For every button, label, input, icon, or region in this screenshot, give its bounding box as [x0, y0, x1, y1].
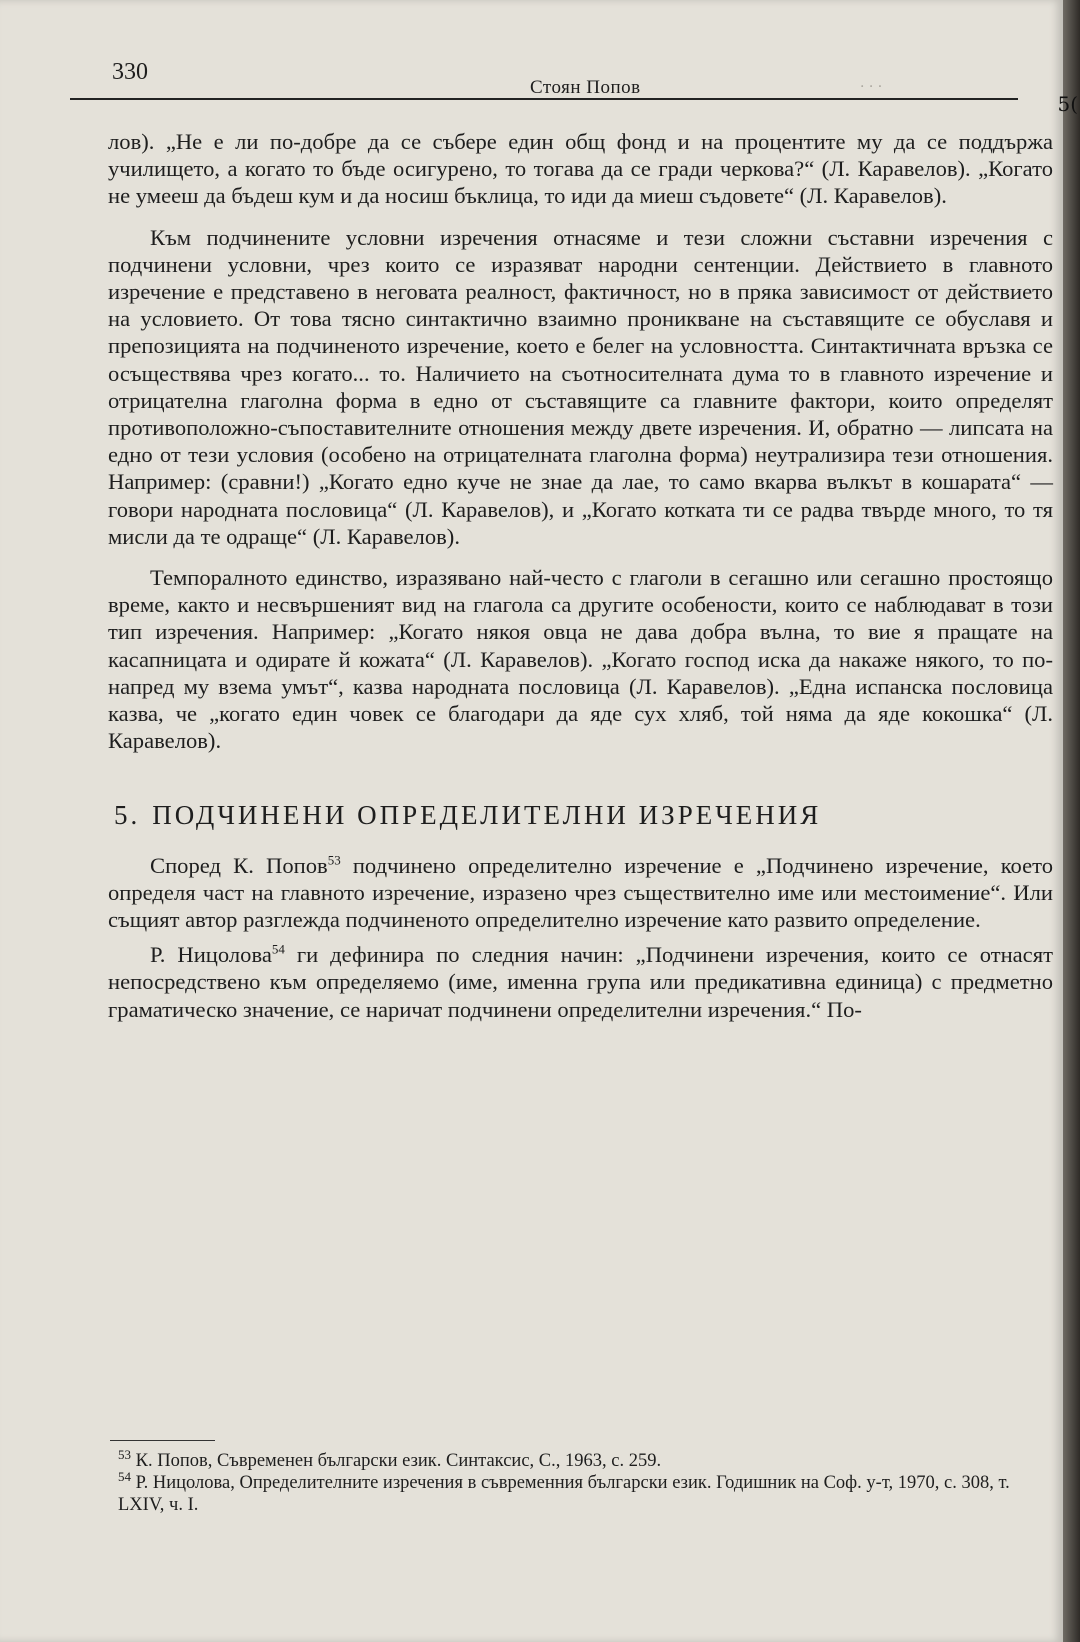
paragraph-4-body: подчинено определително изречение е „Подчинено изречение, което определя част на главното изречение, изразено чрез съществително име или местоимение“. Или същият автор разглежда подчиненото определително изречение като развито определение.: [108, 852, 1054, 933]
running-title: Стоян Попов: [530, 77, 641, 98]
edge-mark: 5(: [1057, 92, 1078, 116]
book-spine-edge: [1057, 0, 1080, 1642]
paragraph-5-lead: Р. Ницолова: [150, 942, 272, 968]
footnote-ref-54[interactable]: 54: [271, 941, 285, 957]
body-text: [108, 128, 1053, 1023]
footnote-rule: [110, 1440, 215, 1441]
page-header: [60, 55, 1043, 105]
footnote-54-number: 54: [118, 1468, 131, 1484]
footnote-54-text: Р. Ницолова, Определителните изречения в съвременния български език. Годишник на Соф. у-т, 1970, с. 308, т. LXIV, ч. I.: [118, 1473, 1010, 1515]
paragraph-4: [108, 852, 1053, 934]
paragraph-5-body: ги дефинира по следния начин: „Подчинени изречения, които се отнасят непосредствено към определяемо (име, именна група или предикативна единица) с предметно граматическо значение, се наричат подчинени определителни изречения.“ По-: [108, 942, 1053, 1022]
paragraph-3: Темпоралното единство, изразявано най-често с глаголи в сегашно или сегашно простоящо време, както и несвършеният вид на глагола са другите особености, които се наблюдават в този тип изречения. Например: „Когато някоя овца не дава добра вълна, то вие я пращате на касапницата и одирате й кожата“ (Л. Каравелов). „Когато господ иска да накаже някого, то по-напред му взема умът“, казва народната пословица (Л. Каравелов). „Една испанска пословица казва, че „когато един човек се благодари да яде сух хляб, той няма да яде кокошка“ (Л. Каравелов).: [108, 565, 1053, 754]
bleed-through-text: · · ·: [860, 79, 883, 95]
paragraph-4-lead: Според К. Попов: [150, 852, 328, 878]
paragraph-1: лов). „Не е ли по-добре да се събере един общ фонд и на процентите му да се поддържа училището, а когато то бъде осигурено, то тогава да се гради черкова?“ (Л. Каравелов). „Когато не умееш да бъдеш кум и да носиш бъклица, то иди да миеш съдовете“ (Л. Каравелов).: [108, 129, 1053, 209]
page-number: 330: [112, 59, 148, 85]
footnotes: [118, 1446, 1048, 1516]
paragraph-2: Към подчинените условни изречения отнасяме и тези сложни съставни изречения с подчинени условни, чрез които се изразяват народни сентенции. Действието в главното изречение е представено в неговата реалност, фактичност, но в пряка зависимост от действието на условието. От това тясно синтактично взаимно проникване на съставящите се обуславя и препозицията на подчиненото изречение, което е белег на условността. Синтактичната връзка се осъществява чрез когато... то. Наличието на съотносителната дума то в главното изречение и отрицателна глаголна форма в едно от съставящите са главните фактори, които определят противоположно-съпоставителните отношения между двете изречения. И, обратно — липсата на едно от тези условия (особено на отрицателната глаголна форма) неутрализира тези отношения. Например: (сравни!) „Когато едно куче не знае да лае, то само вкарва вълкът в кошарата“ — говори народната пословица“ (Л. Каравелов), и „Когато котката ти се радва твърде много, то тя мисли да те одраще“ (Л. Каравелов).: [108, 224, 1053, 549]
footnote-53-number: 53: [118, 1446, 131, 1462]
footnote-53: [118, 1446, 1048, 1472]
paragraph-5: [108, 941, 1053, 1023]
section-heading: [114, 802, 1053, 829]
header-rule: [70, 98, 1018, 100]
section-number: 5.: [114, 800, 141, 831]
footnote-53-text: К. Попов, Съвременен български език. Синтаксис, С., 1963, с. 259.: [131, 1451, 662, 1471]
section-title: ПОДЧИНЕНИ ОПРЕДЕЛИТЕЛНИ ИЗРЕЧЕНИЯ: [152, 800, 822, 831]
footnote-54: [118, 1468, 1048, 1516]
footnote-ref-53[interactable]: 53: [327, 852, 341, 868]
